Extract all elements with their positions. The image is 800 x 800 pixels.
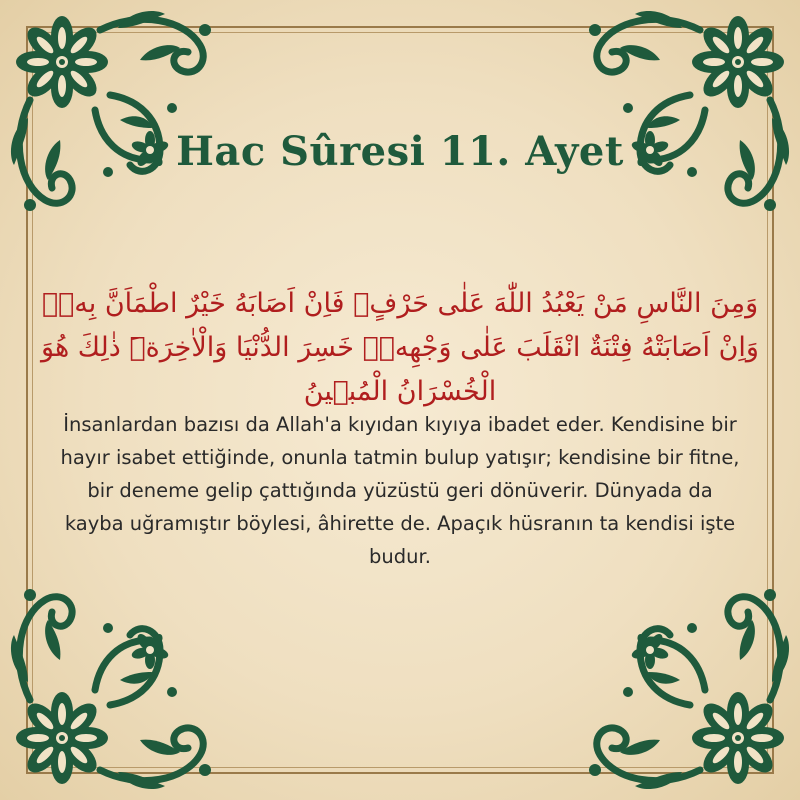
page-title: Hac Sûresi 11. Ayet <box>176 128 624 175</box>
verse-translation: İnsanlardan bazısı da Allah'a kıyıdan kıyıya ibadet eder. Kendisine bir hayır isabet ettiğinde, onunla tatmin bulup yatışır; kendisine bir fitne, bir deneme gelip çattığında yüzüstü geri dönüverir. Dünyada da kayba uğramıştır böylesi, âhirette de. Apaçık hüsranın ta kendisi işte budur. <box>60 413 740 568</box>
floral-corner-icon <box>570 570 800 800</box>
floral-corner-icon <box>570 0 800 230</box>
floral-corner-icon <box>0 570 230 800</box>
arabic-verse: وَمِنَ النَّاسِ مَنْ يَعْبُدُ اللّٰهَ عَلٰى حَرْفٍۚ فَاِنْ اَصَابَهُ خَيْرٌ اطْمَاَنَّ بِه۪ۚ وَاِنْ اَصَابَتْهُ فِتْنَةٌ انْقَلَبَ عَلٰى وَجْهِه۪ۗ خَسِرَ الدُّنْيَا وَالْاٰخِرَةَۜ ذٰلِكَ هُوَ الْخُسْرَانُ الْمُب۪ينُ <box>41 288 759 407</box>
floral-corner-icon <box>0 0 230 230</box>
